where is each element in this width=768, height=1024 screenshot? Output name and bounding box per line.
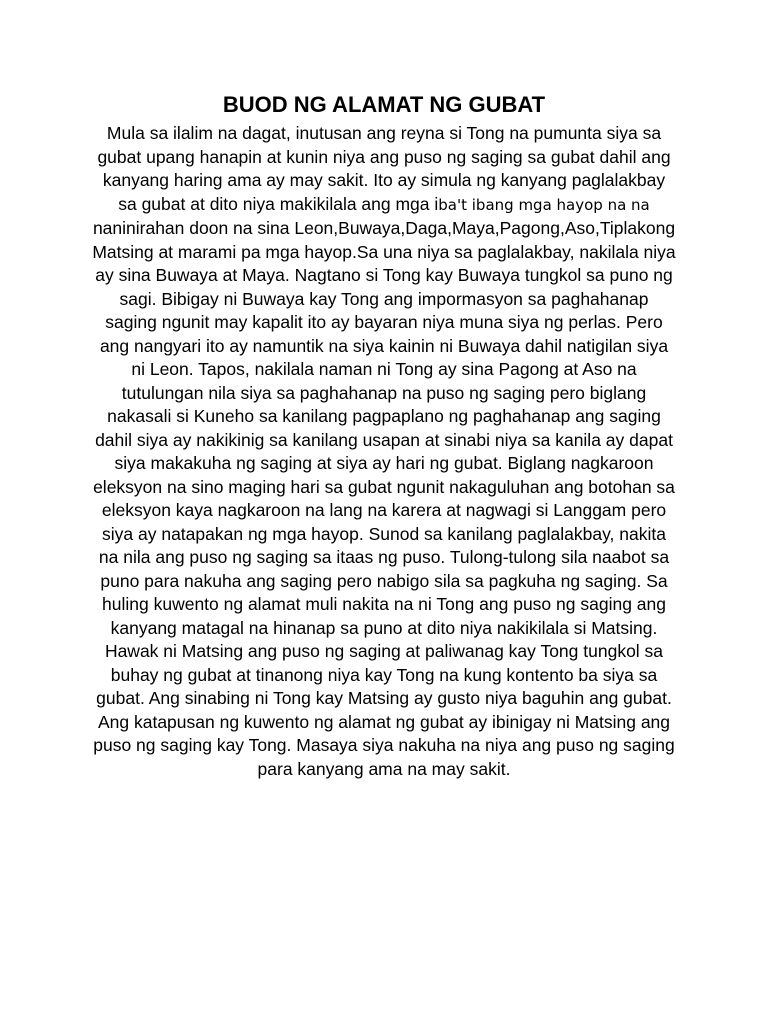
body-line: nakasali si Kuneho sa kanilang pagpaplano ng paghahanap ang saging <box>107 406 661 426</box>
body-line: huling kuwento ng alamat muli nakita na ni Tong ang puso ng saging ang <box>102 594 666 614</box>
body-line-mixed-font <box>0 193 768 218</box>
body-line: gubat. Ang sinabing ni Tong kay Matsing ay gusto niya baguhin ang gubat. <box>96 688 672 708</box>
body-line: eleksyon kaya nagkaroon na lang na karera at nagwagi si Langgam pero <box>101 500 667 520</box>
body-line: buhay ng gubat at tinanong niya kay Tong na kung kontento ba siya sa <box>110 664 658 685</box>
body-line: ni Leon. Tapos, nakilala naman ni Tong ay sina Pagong at Aso na <box>131 359 637 379</box>
body-line: ay sina Buwaya at Maya. Nagtano si Tong kay Buwaya tungkol sa puno ng <box>95 265 673 285</box>
body-line: Mula sa ilalim na dagat, inutusan ang reyna si Tong na pumunta siya sa <box>106 123 662 143</box>
body-line: saging ngunit may kapalit ito ay bayaran niya muna siya ng perlas. Pero <box>105 312 663 332</box>
body-line: sagi. Bibigay ni Buwaya kay Tong ang impormasyon sa paghahanap <box>119 288 649 309</box>
document-title: BUOD NG ALAMAT NG GUBAT <box>222 92 546 117</box>
document-body <box>0 122 768 781</box>
body-line: puso ng saging kay Tong. Masaya siya nakuha na niya ang puso ng saging <box>93 735 675 755</box>
body-line: Matsing at marami pa mga hayop.Sa una niya sa paglalakbay, nakilala niya <box>92 241 676 262</box>
body-line: kanyang haring ama ay may sakit. Ito ay simula ng kanyang paglalakbay <box>102 170 666 190</box>
body-line-segment: sa gubat at dito niya makikilala ang mga i <box>118 193 439 214</box>
body-line: naninirahan doon na sina Leon,Buwaya,Daga,Maya,Pagong,Aso,Tiplakong <box>92 218 676 238</box>
body-line: para kanyang ama na may sakit. <box>257 758 511 779</box>
body-line: Ang katapusan ng kuwento ng alamat ng gubat ay ibinigay ni Matsing ang <box>97 711 671 732</box>
body-line: na nila ang puso ng saging sa itaas ng puso. Tulong-tulong sila naabot sa <box>98 547 670 567</box>
body-line: eleksyon na sino maging hari sa gubat ngunit nakaguluhan ang botohan sa <box>93 476 675 497</box>
body-line-segment-alt-font: ba't ibang mga hayop na na <box>438 195 650 214</box>
body-line: gubat upang hanapin at kunin niya ang puso ng saging sa gubat dahil ang <box>97 146 671 167</box>
body-line: Hawak ni Matsing ang puso ng saging at paliwanag kay Tong tungkol sa <box>104 641 664 661</box>
body-line: siya ay natapakan ng mga hayop. Sunod sa kanilang paglalakbay, nakita <box>102 523 666 544</box>
body-line: kanyang matagal na hinanap sa puno at dito niya nakikilala si Matsing. <box>110 617 658 638</box>
body-line: tutulungan nila siya sa paghahanap na puso ng saging pero biglang <box>121 382 647 403</box>
body-line: siya makakuha ng saging at siya ay hari ng gubat. Biglang nagkaroon <box>114 453 654 473</box>
body-line: dahil siya ay nakikinig sa kanilang usapan at sinabi niya sa kanila ay dapat <box>95 429 673 450</box>
body-line: ang nangyari ito ay namuntik na siya kainin ni Buwaya dahil natigilan siya <box>99 335 669 356</box>
body-line: puno para nakuha ang saging pero nabigo sila sa pagkuha ng saging. Sa <box>100 570 668 591</box>
